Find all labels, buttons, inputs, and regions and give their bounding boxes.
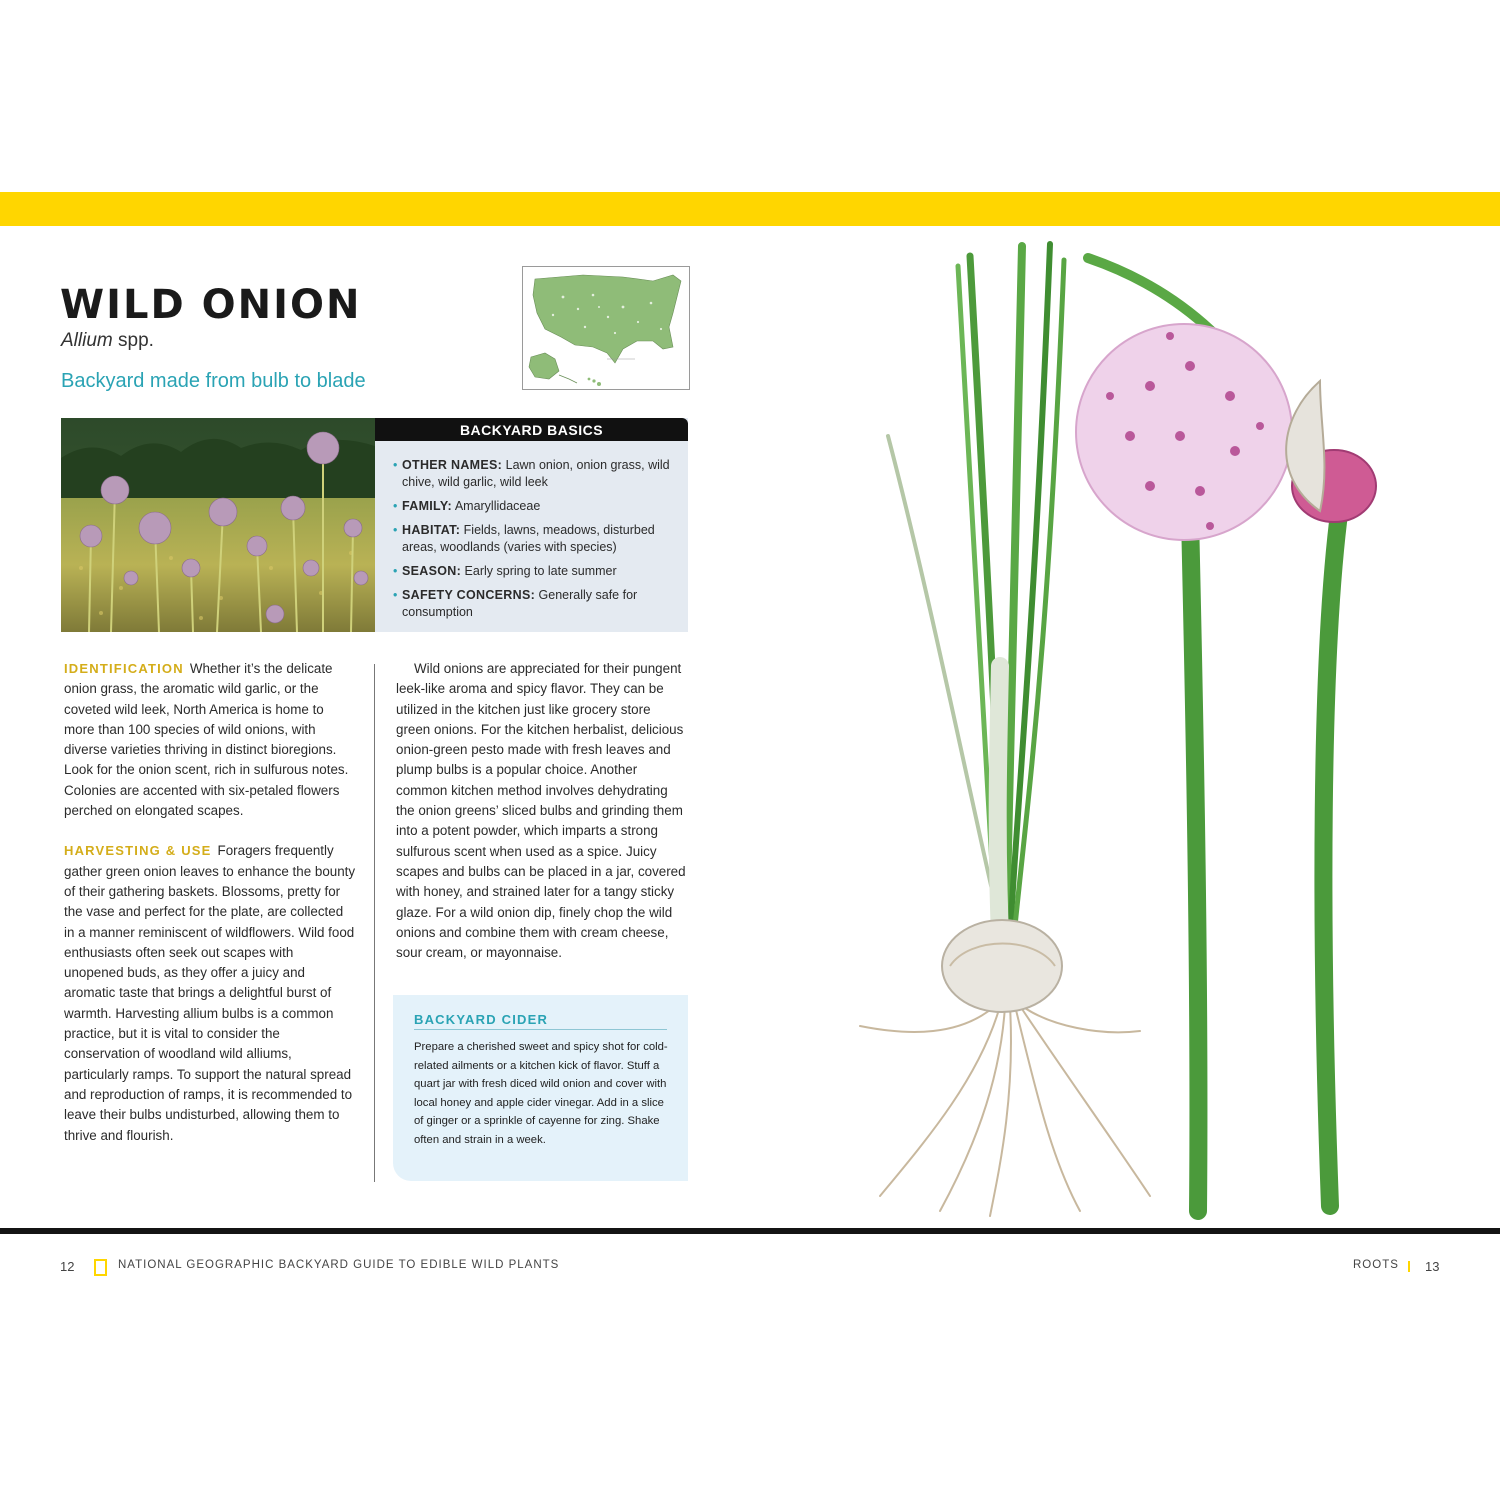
basics-item-habitat: • HABITAT: Fields, lawns, meadows, disturbed areas, woodlands (varies with species) — [393, 522, 683, 556]
harvesting-paragraph: HARVESTING & USE Foragers frequently gather green onion leaves to enhance the bounty of their gathering baskets. Blossoms, pretty for the vase and perfect for the plate, are collected in a manner reminiscent of wildflowers. Wild food enthusiasts often seek out scapes with unopened buds, as they offer a juicy and aromatic taste that brings a delightful burst of warmth. Harvesting allium bulbs is a common practice, but it is vital to consider the conservation of woodland wild alliums, particularly ramps. To support the natural spread and reproduction of ramps, it is recommended to leave their bulbs undisturbed, allowing them to thrive and flourish. — [64, 843, 356, 1143]
meadow-photo — [61, 418, 375, 632]
backyard-cider-text: Prepare a cherished sweet and spicy shot for cold-related ailments or a kitchen kick of flavor. Stuff a quart jar with fresh diced wild onion and cover with local honey and apple cider vinegar. Add in a slice of ginger or a sprinkle of cayenne for zing. Shake often and strain in a week. — [414, 1041, 668, 1146]
body-column-left — [64, 659, 356, 1146]
page-number-left: 12 — [60, 1259, 75, 1274]
wild-onion-illustration — [850, 236, 1410, 1226]
basics-item-season: • SEASON: Early spring to late summer — [393, 563, 683, 580]
national-geographic-logo-icon — [94, 1259, 107, 1276]
backyard-basics-heading: BACKYARD BASICS — [375, 418, 688, 441]
us-map-icon — [523, 267, 689, 389]
culinary-paragraph: Wild onions are appreciated for their pungent leek-like aroma and spicy flavor. They can be utilized in the kitchen just like grocery store green onions. For the kitchen herbalist, delicious onion-green pesto made with fresh leaves and plump bulbs is a popular choice. Another common kitchen method involves dehydrating the onion greens’ sliced bulbs and grinding them into a potent powder, which imparts a strong sulfurous scent when used as a spice. Juicy scapes and bulbs can be placed in a jar, covered with honey, and strained later for a tangy sticky glaze. For a wild onion dip, finely chop the wild onions and combine them with cream cheese, sour cream, or mayonnaise. — [396, 661, 686, 961]
page-title: WILD ONION — [60, 282, 362, 328]
latin-genus: Allium — [61, 330, 113, 351]
identification-paragraph: IDENTIFICATION Whether it’s the delicate onion grass, the aromatic wild garlic, or the coveted wild leek, North America is home to more than 100 species of wild onions, with diverse varieties thriving in distinct bioregions. Look for the onion scent, rich in sulfurous notes. Colonies are accented with six-petaled flowers perched on elongated scapes. — [64, 661, 349, 819]
publication-title: NATIONAL GEOGRAPHIC BACKYARD GUIDE TO EDIBLE WILD PLANTS — [118, 1259, 560, 1271]
backyard-cider-box — [393, 995, 688, 1181]
harvesting-heading: HARVESTING & USE — [64, 843, 212, 859]
latin-name — [61, 330, 154, 352]
range-map — [522, 266, 690, 390]
footer-rule — [0, 1228, 1500, 1234]
tagline: Backyard made from bulb to blade — [61, 370, 366, 392]
backyard-cider-title: BACKYARD CIDER — [414, 1012, 549, 1027]
body-column-right — [396, 659, 686, 963]
allium-plant-icon — [850, 236, 1410, 1226]
footer-separator — [1408, 1261, 1410, 1272]
basics-item-other-names: • OTHER NAMES: Lawn onion, onion grass, wild chive, wild garlic, wild leek — [393, 457, 683, 491]
basics-item-safety: • SAFETY CONCERNS: Generally safe for consumption — [393, 587, 683, 621]
page-number-right: 13 — [1425, 1259, 1440, 1274]
backyard-basics-list — [393, 457, 683, 628]
wild-onion-meadow-image — [61, 418, 375, 632]
basics-item-family: • FAMILY: Amaryllidaceae — [393, 498, 683, 515]
column-divider — [374, 664, 375, 1182]
latin-suffix: spp. — [112, 330, 154, 351]
backyard-basics-panel — [375, 418, 688, 632]
section-name: ROOTS — [1353, 1259, 1399, 1271]
identification-heading: IDENTIFICATION — [64, 661, 184, 676]
backyard-cider-rule — [414, 1029, 667, 1030]
header-yellow-band — [0, 192, 1500, 226]
